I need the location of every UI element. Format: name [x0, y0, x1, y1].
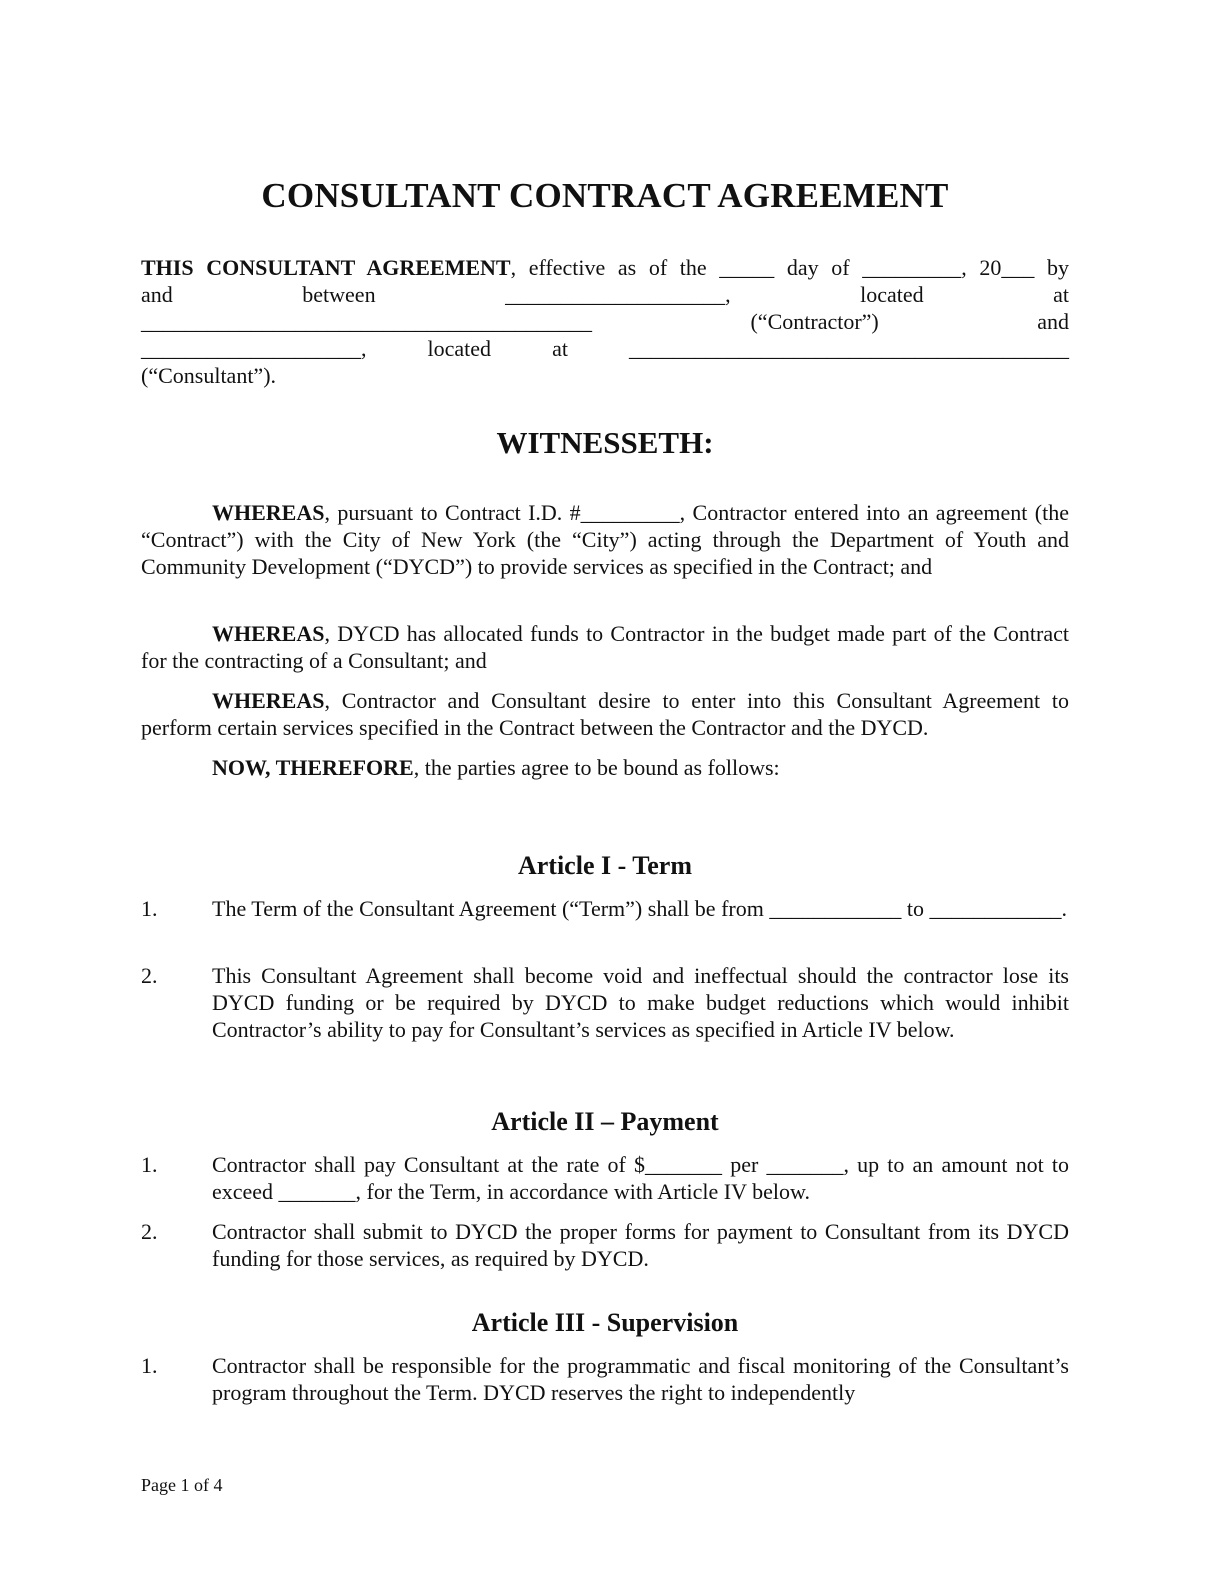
- article-item-text: The Term of the Consultant Agreement (“Term”) shall be from ____________ to ____________.: [212, 896, 1067, 921]
- article-item-text: This Consultant Agreement shall become void and ineffectual should the contractor lose its DYCD funding or be required by DYCD to make budget reductions which would inhibit Contractor’s ability to pay for Consultant’s services as specified in Article IV below.: [212, 963, 1069, 1042]
- recital-lead: WHEREAS: [212, 500, 325, 525]
- intro-line: and between ____________________, located at: [141, 282, 1069, 307]
- item-number: 2.: [141, 963, 158, 988]
- article-heading: Article II – Payment: [491, 1107, 719, 1136]
- recital-text: , the parties agree to be bound as follows:: [413, 755, 780, 780]
- article-item-text: Contractor shall submit to DYCD the proper forms for payment to Consultant from its DYCD funding for those services, as required by DYCD.: [212, 1219, 1069, 1271]
- document-title: CONSULTANT CONTRACT AGREEMENT: [261, 176, 949, 215]
- article-heading: Article I - Term: [517, 851, 692, 880]
- intro-paragraph: [141, 254, 1069, 389]
- recital-paragraph: [141, 499, 1069, 580]
- intro-bold-lead: THIS CONSULTANT AGREEMENT: [141, 255, 511, 280]
- item-number: 1.: [141, 896, 158, 921]
- recital-paragraph: [141, 754, 1069, 781]
- page-number-footer: Page 1 of 4: [141, 1475, 223, 1495]
- article-item-text: Contractor shall be responsible for the programmatic and fiscal monitoring of the Consultant’s program throughout the Term. DYCD reserves the right to independently: [212, 1353, 1069, 1405]
- intro-line: _________________________________________ (“Contractor”) and: [141, 309, 1069, 334]
- witnesseth-heading: WITNESSETH:: [496, 425, 714, 460]
- recital-text: , DYCD has allocated funds to Contractor in the budget made part of the Contract for the contracting of a Consultant; and: [141, 621, 1069, 673]
- recital-paragraph: [141, 687, 1069, 741]
- article-heading: Article III - Supervision: [471, 1308, 739, 1337]
- intro-line: ____________________, located at ________________________________________: [141, 336, 1069, 361]
- item-number: 1.: [141, 1152, 158, 1177]
- intro-line: (“Consultant”).: [141, 363, 277, 388]
- item-number: 2.: [141, 1219, 158, 1244]
- intro-line: [141, 254, 1069, 281]
- recital-text: , pursuant to Contract I.D. #_________, Contractor entered into an agreement (the “Contract”) with the City of New York (the “City”) acting through the Department of Youth and Community Development (“DYCD”) to provide services as specified in the Contract; and: [141, 500, 1069, 579]
- intro-line-text: , effective as of the _____ day of _________, 20___ by: [510, 255, 1069, 280]
- recital-lead: WHEREAS: [212, 621, 325, 646]
- recital-paragraph: [141, 620, 1069, 674]
- recital-lead: WHEREAS: [212, 688, 325, 713]
- article-item-text: Contractor shall pay Consultant at the rate of $_______ per _______, up to an amount not to exceed _______, for the Term, in accordance with Article IV below.: [212, 1152, 1069, 1204]
- item-number: 1.: [141, 1353, 158, 1378]
- recital-lead: NOW, THEREFORE: [212, 755, 414, 780]
- recital-text: , Contractor and Consultant desire to enter into this Consultant Agreement to perform certain services specified in the Contract between the Contractor and the DYCD.: [141, 688, 1069, 740]
